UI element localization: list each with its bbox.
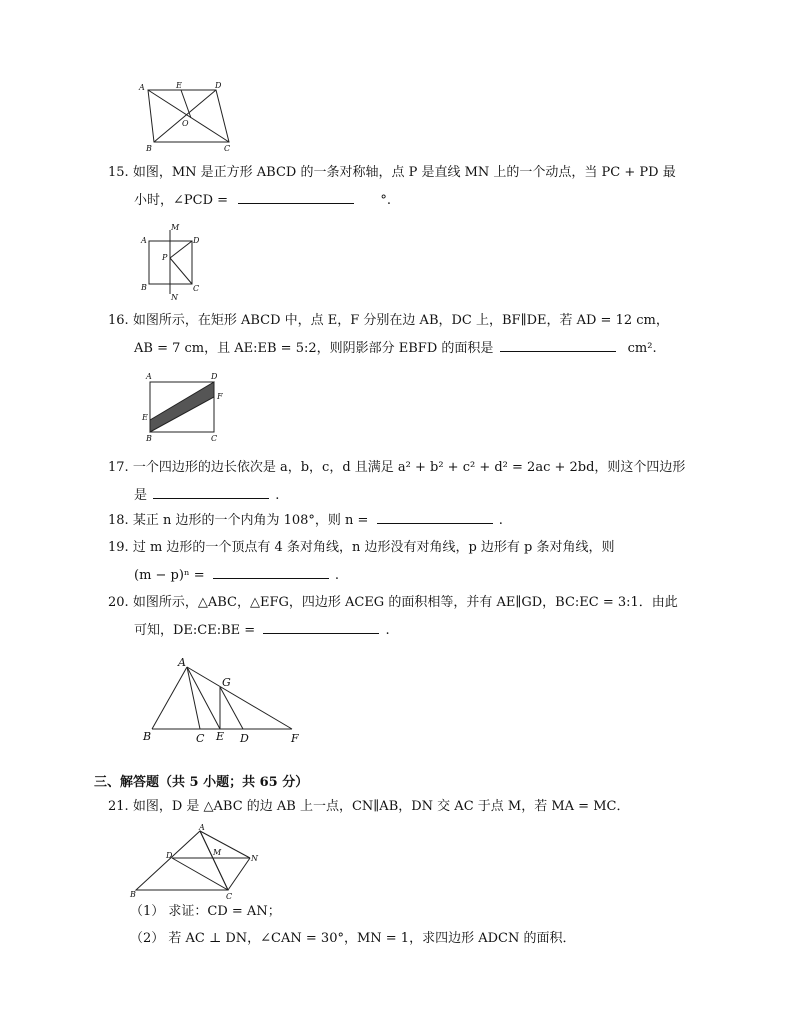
label-e: E	[142, 413, 148, 422]
question-text: 可知，DE:CE:BE =	[134, 623, 256, 638]
question-text: .	[498, 513, 503, 528]
label-a: A	[199, 823, 205, 832]
label-f: F	[291, 732, 299, 745]
figure-q14-parallelogram	[136, 82, 246, 152]
question-text: .	[275, 488, 280, 503]
question-text: 如图，MN 是正方形 ABCD 的一条对称轴，点 P 是直线 MN 上的一个动点，当 PC + PD 最	[132, 165, 676, 180]
label-o: O	[182, 119, 189, 128]
question-21-line1	[108, 798, 629, 816]
label-e: E	[216, 730, 225, 743]
question-text: 如图，D 是 △ABC 的边 AB 上一点，CN∥AB，DN 交 AC 于点 M，若 MA = MC．	[132, 799, 630, 814]
answer-blank[interactable]	[377, 511, 493, 524]
question-text: 是	[134, 488, 148, 503]
shaded-region-ebfd	[150, 382, 214, 432]
question-16-line2	[134, 339, 657, 358]
label-f: F	[217, 392, 223, 401]
answer-blank[interactable]	[238, 191, 354, 204]
label-c: C	[196, 732, 205, 745]
question-17-line2	[134, 486, 279, 505]
question-number: 16.	[108, 313, 129, 328]
label-a: A	[178, 656, 186, 669]
label-c: C	[226, 892, 233, 900]
question-text: °.	[380, 193, 391, 208]
question-number: 18.	[108, 513, 129, 528]
answer-blank[interactable]	[153, 486, 269, 499]
question-15-line1	[108, 164, 676, 182]
label-d: D	[193, 236, 200, 245]
question-text: 一个四边形的边长依次是 a，b，c，d 且满足 a² + b² + c² + d² = 2ac + 2bd，则这个四边形	[132, 460, 686, 475]
label-a: A	[141, 236, 147, 245]
question-20-line2	[134, 621, 390, 640]
question-number: 17.	[108, 460, 129, 475]
question-17-line1	[108, 459, 685, 477]
question-20-line1	[108, 594, 678, 612]
question-16-line1	[108, 312, 669, 330]
label-a: A	[146, 372, 152, 381]
question-18-line1	[108, 511, 503, 530]
label-b: B	[146, 434, 152, 443]
label-b: B	[146, 144, 152, 152]
figure-q20-triangles	[140, 656, 320, 746]
label-b: B	[143, 730, 152, 743]
figure-q16-rectangle	[140, 370, 240, 445]
label-b: B	[130, 890, 136, 899]
question-number: 19.	[108, 540, 129, 555]
label-n: N	[251, 854, 258, 863]
label-c: C	[193, 284, 200, 293]
question-21-sub2: （2） 若 AC ⊥ DN，∠CAN = 30°，MN = 1，求四边形 ADCN 的面积．	[130, 931, 576, 946]
question-text: 过 m 边形的一个顶点有 4 条对角线，n 边形没有对角线，p 边形有 p 条对角线，则	[132, 540, 615, 555]
question-text: cm².	[627, 341, 657, 356]
label-c: C	[211, 434, 218, 443]
label-e: E	[176, 82, 182, 90]
question-text: .	[334, 568, 340, 583]
question-21-sub1: （1） 求证：CD = AN；	[130, 904, 281, 919]
question-number: 15.	[108, 165, 129, 180]
answer-blank[interactable]	[500, 339, 616, 352]
label-p: P	[162, 253, 168, 262]
label-d: D	[211, 372, 218, 381]
question-text: 某正 n 边形的一个内角为 108°，则 n =	[132, 513, 369, 528]
figure-q21-triangle	[128, 822, 268, 900]
label-d: D	[215, 82, 222, 90]
question-19-line1	[108, 539, 615, 557]
label-n: N	[171, 293, 178, 302]
answer-blank[interactable]	[263, 621, 379, 634]
label-d: D	[166, 851, 173, 860]
question-text: .	[385, 623, 390, 638]
question-text: 如图所示，在矩形 ABCD 中，点 E，F 分别在边 AB，DC 上，BF∥DE，若 AD = 12 cm，	[132, 313, 669, 328]
label-c: C	[224, 144, 231, 152]
label-d: D	[240, 732, 249, 745]
question-number: 20.	[108, 595, 129, 610]
question-text: 如图所示，△ABC，△EFG，四边形 ACEG 的面积相等，并有 AE∥GD，BC:EC = 3:1．由此	[132, 595, 678, 610]
label-m: M	[171, 223, 180, 232]
label-m: M	[213, 848, 222, 857]
answer-blank[interactable]	[213, 566, 329, 579]
question-text: (m − p)ⁿ =	[134, 568, 205, 583]
question-15-line2	[134, 191, 391, 210]
question-text: 小时，∠PCD =	[134, 193, 229, 208]
section-heading: 三、解答题（共 5 小题；共 65 分）	[94, 775, 309, 790]
label-g: G	[222, 676, 231, 689]
question-number: 21.	[108, 799, 129, 814]
question-text: AB = 7 cm，且 AE:EB = 5:2，则阴影部分 EBFD 的面积是	[134, 341, 494, 356]
figure-q15-square	[136, 222, 206, 302]
question-19-line2	[134, 566, 339, 585]
label-b: B	[141, 283, 147, 292]
label-a: A	[139, 83, 145, 92]
